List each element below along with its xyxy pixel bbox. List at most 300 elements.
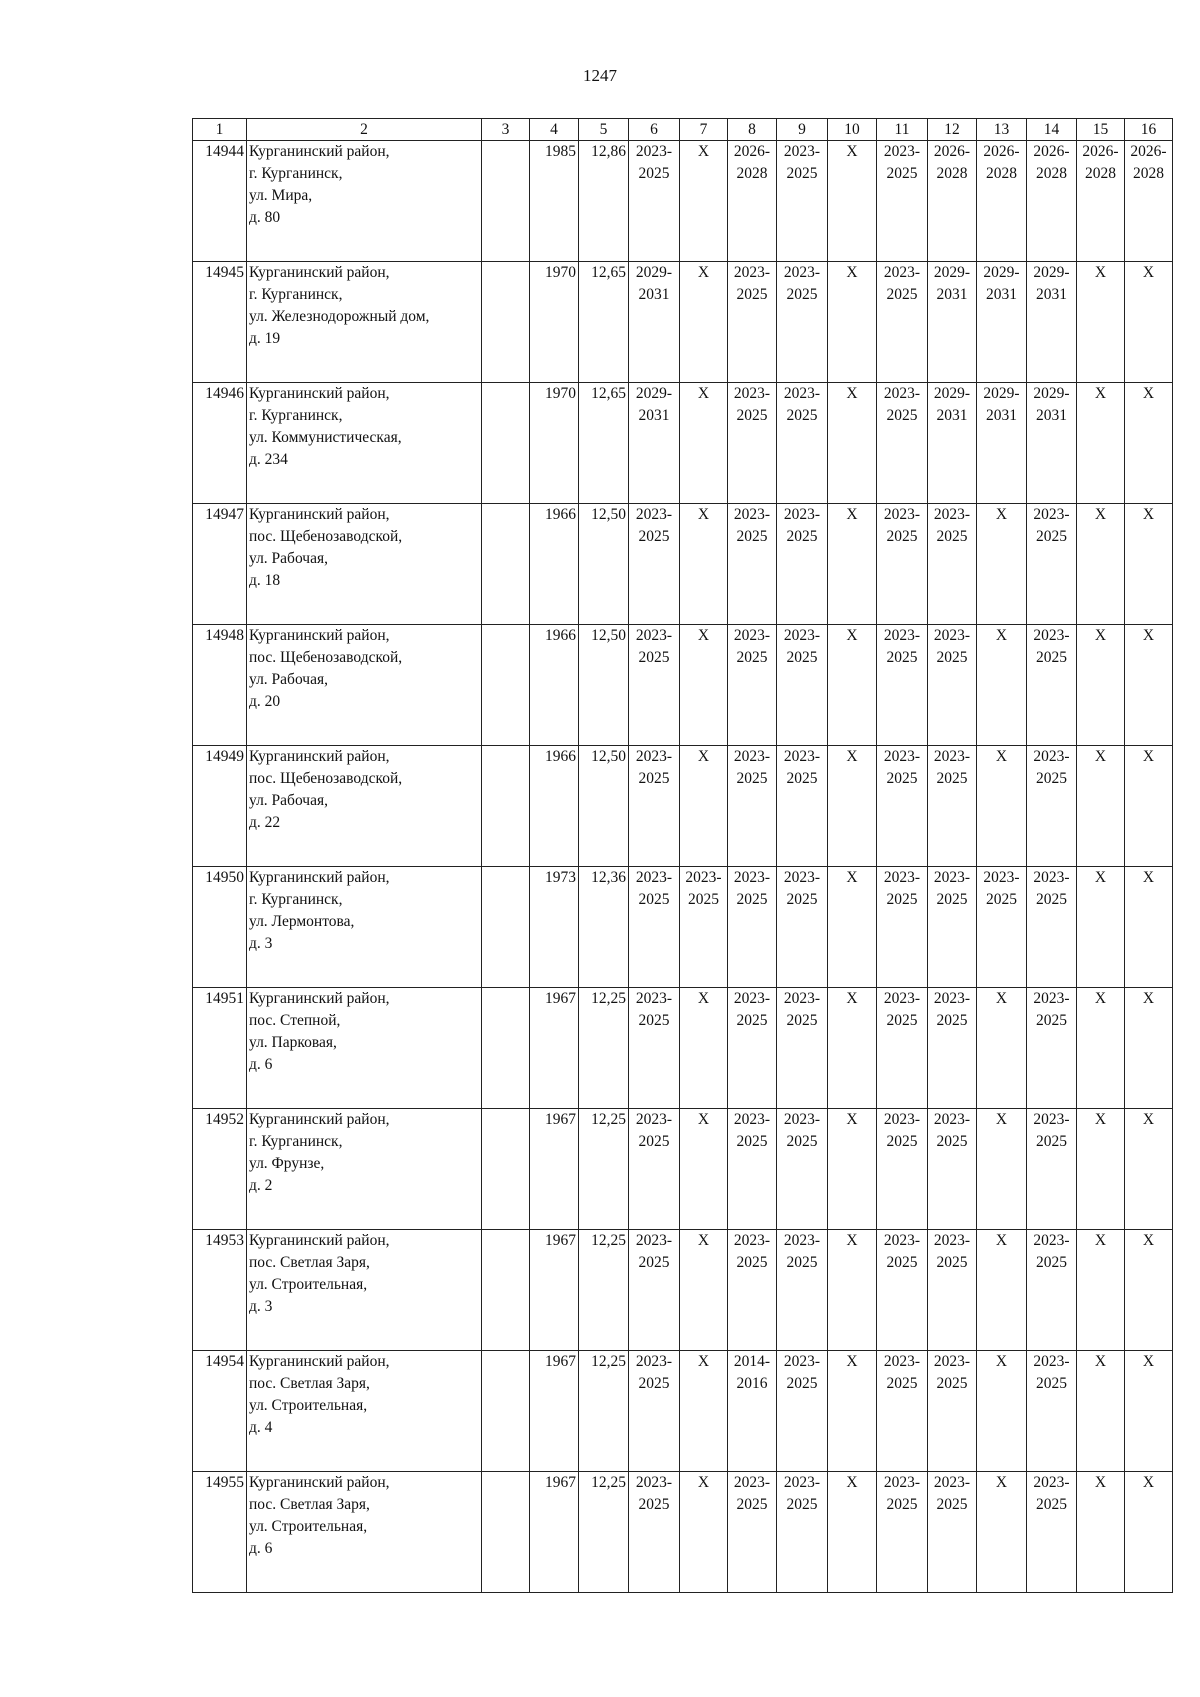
not-applicable-cell: X xyxy=(1077,1351,1125,1472)
record-number: 14954 xyxy=(193,1351,247,1472)
period-end: 2025 xyxy=(1036,891,1067,908)
address-line: пос. Светлая Заря, xyxy=(249,1375,370,1392)
period-start: 2023- xyxy=(685,869,722,886)
period-end: 2025 xyxy=(786,1133,818,1150)
address-line: пос. Щебенозаводской, xyxy=(249,770,403,787)
address-line: д. 2 xyxy=(249,1177,273,1194)
period-end: 2028 xyxy=(1036,165,1067,182)
period-start: 2023- xyxy=(733,869,771,886)
not-applicable-cell: X xyxy=(680,504,728,625)
address-line: д. 19 xyxy=(249,330,281,347)
page-number: 1247 xyxy=(583,66,617,85)
period-cell xyxy=(728,141,777,262)
period-end: 2025 xyxy=(936,1375,968,1392)
period-start: 2023- xyxy=(933,1111,971,1128)
period-start: 2023- xyxy=(635,990,673,1007)
value-cell: 12,86 xyxy=(579,141,629,262)
not-applicable-cell: X xyxy=(680,746,728,867)
period-cell xyxy=(728,383,777,504)
not-applicable-cell: X xyxy=(1125,1472,1173,1593)
period-start: 2023- xyxy=(783,1111,821,1128)
period-end: 2025 xyxy=(1036,1375,1067,1392)
address-line: г. Курганинск, xyxy=(249,286,343,303)
period-start: 2023- xyxy=(933,748,971,765)
period-start: 2023- xyxy=(733,1111,771,1128)
period-cell xyxy=(928,262,977,383)
period-cell xyxy=(1027,746,1077,867)
period-cell xyxy=(877,1351,928,1472)
period-start: 2023- xyxy=(783,990,821,1007)
address-cell xyxy=(247,867,482,988)
period-cell xyxy=(928,746,977,867)
period-end: 2025 xyxy=(638,649,670,666)
period-start: 2029- xyxy=(1033,385,1070,402)
not-applicable-cell: X xyxy=(1077,262,1125,383)
period-start: 2023- xyxy=(783,1232,821,1249)
period-end: 2025 xyxy=(638,770,670,787)
table-row xyxy=(193,1230,1173,1351)
column-3-cell xyxy=(482,1109,530,1230)
not-applicable-cell: X xyxy=(1125,504,1173,625)
column-header-11: 11 xyxy=(877,119,928,141)
period-start: 2026- xyxy=(933,143,971,160)
period-cell xyxy=(629,262,680,383)
period-cell xyxy=(928,1109,977,1230)
period-end: 2025 xyxy=(886,1254,918,1271)
period-start: 2023- xyxy=(933,1232,971,1249)
address-line: г. Курганинск, xyxy=(249,407,343,424)
period-end: 2025 xyxy=(638,165,670,182)
address-line: ул. Железнодорожный дом, xyxy=(249,308,430,325)
value-cell: 12,36 xyxy=(579,867,629,988)
period-start: 2023- xyxy=(635,869,673,886)
period-start: 2023- xyxy=(883,869,921,886)
period-cell xyxy=(928,625,977,746)
table-row xyxy=(193,504,1173,625)
period-end: 2028 xyxy=(1133,165,1164,182)
period-start: 2023- xyxy=(1033,1232,1070,1249)
address-line: д. 20 xyxy=(249,693,281,710)
period-cell xyxy=(928,141,977,262)
not-applicable-cell: X xyxy=(1125,1109,1173,1230)
address-cell xyxy=(247,1351,482,1472)
period-end: 2028 xyxy=(1085,165,1116,182)
period-start: 2023- xyxy=(635,1353,673,1370)
period-cell xyxy=(928,383,977,504)
address-line: г. Курганинск, xyxy=(249,1133,343,1150)
period-cell xyxy=(1027,141,1077,262)
table-row xyxy=(193,988,1173,1109)
not-applicable-cell: X xyxy=(1077,1472,1125,1593)
period-start: 2023- xyxy=(983,869,1020,886)
period-start: 2026- xyxy=(1082,143,1119,160)
address-line: Курганинский район, xyxy=(249,1111,390,1128)
period-end: 2025 xyxy=(886,1496,918,1513)
period-start: 2023- xyxy=(933,990,971,1007)
period-end: 2031 xyxy=(1036,286,1067,303)
period-end: 2031 xyxy=(638,286,670,303)
period-start: 2023- xyxy=(933,627,971,644)
table-row xyxy=(193,383,1173,504)
period-start: 2023- xyxy=(635,143,673,160)
not-applicable-cell: X xyxy=(680,383,728,504)
year-cell: 1966 xyxy=(530,504,579,625)
not-applicable-cell: X xyxy=(1077,504,1125,625)
address-line: г. Курганинск, xyxy=(249,165,343,182)
period-cell xyxy=(1027,988,1077,1109)
period-end: 2025 xyxy=(1036,649,1067,666)
period-end: 2025 xyxy=(886,286,918,303)
period-start: 2023- xyxy=(733,264,771,281)
period-cell xyxy=(877,1109,928,1230)
period-start: 2023- xyxy=(883,1474,921,1491)
period-cell xyxy=(629,625,680,746)
address-line: Курганинский район, xyxy=(249,1353,390,1370)
address-cell xyxy=(247,262,482,383)
period-end: 2025 xyxy=(1036,1012,1067,1029)
period-end: 2025 xyxy=(1036,770,1067,787)
address-line: д. 3 xyxy=(249,935,273,952)
period-cell xyxy=(728,1230,777,1351)
column-header-12: 12 xyxy=(928,119,977,141)
column-3-cell xyxy=(482,141,530,262)
address-line: Курганинский район, xyxy=(249,627,390,644)
address-line: пос. Степной, xyxy=(249,1012,341,1029)
period-start: 2023- xyxy=(1033,1474,1070,1491)
value-cell: 12,50 xyxy=(579,746,629,867)
period-end: 2025 xyxy=(1036,528,1067,545)
period-end: 2025 xyxy=(886,891,918,908)
period-cell xyxy=(629,988,680,1109)
period-cell xyxy=(877,383,928,504)
not-applicable-cell: X xyxy=(680,625,728,746)
address-line: ул. Строительная, xyxy=(249,1397,368,1414)
period-end: 2031 xyxy=(1036,407,1067,424)
period-start: 2014- xyxy=(733,1353,771,1370)
period-cell xyxy=(629,141,680,262)
address-line: Курганинский район, xyxy=(249,385,390,402)
period-end: 2025 xyxy=(638,1012,670,1029)
address-line: пос. Щебенозаводской, xyxy=(249,528,403,545)
period-cell xyxy=(629,1351,680,1472)
period-cell xyxy=(977,141,1027,262)
value-cell: 12,65 xyxy=(579,383,629,504)
period-end: 2025 xyxy=(936,1012,968,1029)
column-3-cell xyxy=(482,867,530,988)
not-applicable-cell: X xyxy=(828,504,877,625)
period-end: 2025 xyxy=(786,1496,818,1513)
period-start: 2023- xyxy=(783,1353,821,1370)
period-cell xyxy=(928,1472,977,1593)
not-applicable-cell: X xyxy=(1077,1230,1125,1351)
period-end: 2025 xyxy=(886,407,918,424)
not-applicable-cell: X xyxy=(1125,988,1173,1109)
period-cell xyxy=(777,504,828,625)
address-cell xyxy=(247,141,482,262)
period-cell xyxy=(777,625,828,746)
period-end: 2025 xyxy=(886,649,918,666)
period-start: 2023- xyxy=(883,627,921,644)
period-start: 2023- xyxy=(1033,1353,1070,1370)
period-end: 2025 xyxy=(886,1012,918,1029)
period-cell xyxy=(1027,262,1077,383)
period-cell xyxy=(728,504,777,625)
column-header-8: 8 xyxy=(728,119,777,141)
period-end: 2025 xyxy=(638,1375,670,1392)
table-body xyxy=(193,141,1173,1593)
address-line: Курганинский район, xyxy=(249,990,390,1007)
address-cell xyxy=(247,1109,482,1230)
address-line: ул. Строительная, xyxy=(249,1518,368,1535)
address-line: ул. Строительная, xyxy=(249,1276,368,1293)
period-end: 2031 xyxy=(986,407,1017,424)
record-number: 14945 xyxy=(193,262,247,383)
not-applicable-cell: X xyxy=(828,1109,877,1230)
period-cell xyxy=(977,867,1027,988)
period-end: 2025 xyxy=(638,1496,670,1513)
period-cell xyxy=(1027,1230,1077,1351)
year-cell: 1985 xyxy=(530,141,579,262)
period-end: 2025 xyxy=(1036,1254,1067,1271)
period-cell xyxy=(777,746,828,867)
period-cell xyxy=(1027,504,1077,625)
period-end: 2025 xyxy=(936,1254,968,1271)
period-cell xyxy=(1027,1109,1077,1230)
not-applicable-cell: X xyxy=(1077,867,1125,988)
column-3-cell xyxy=(482,504,530,625)
period-start: 2029- xyxy=(1033,264,1070,281)
period-start: 2023- xyxy=(883,748,921,765)
period-start: 2023- xyxy=(635,627,673,644)
not-applicable-cell: X xyxy=(828,625,877,746)
period-start: 2023- xyxy=(733,1232,771,1249)
address-line: д. 3 xyxy=(249,1298,273,1315)
column-3-cell xyxy=(482,625,530,746)
address-line: Курганинский район, xyxy=(249,264,390,281)
period-start: 2023- xyxy=(1033,869,1070,886)
period-start: 2023- xyxy=(783,506,821,523)
not-applicable-cell: X xyxy=(977,504,1027,625)
period-end: 2025 xyxy=(786,1254,818,1271)
period-end: 2025 xyxy=(786,649,818,666)
period-end: 2025 xyxy=(786,407,818,424)
period-cell xyxy=(877,1230,928,1351)
address-line: ул. Мира, xyxy=(249,187,313,204)
column-header-6: 6 xyxy=(629,119,680,141)
period-end: 2025 xyxy=(638,528,670,545)
period-end: 2031 xyxy=(936,286,968,303)
column-header-7: 7 xyxy=(680,119,728,141)
period-cell xyxy=(777,1230,828,1351)
period-end: 2031 xyxy=(986,286,1017,303)
period-cell xyxy=(1027,1472,1077,1593)
period-cell xyxy=(629,1472,680,1593)
value-cell: 12,25 xyxy=(579,988,629,1109)
period-cell xyxy=(629,746,680,867)
period-cell xyxy=(728,1351,777,1472)
year-cell: 1967 xyxy=(530,988,579,1109)
period-cell xyxy=(629,504,680,625)
not-applicable-cell: X xyxy=(977,746,1027,867)
value-cell: 12,65 xyxy=(579,262,629,383)
column-3-cell xyxy=(482,262,530,383)
period-start: 2029- xyxy=(933,264,971,281)
period-cell xyxy=(1027,383,1077,504)
record-number: 14952 xyxy=(193,1109,247,1230)
period-end: 2025 xyxy=(736,891,768,908)
address-line: пос. Щебенозаводской, xyxy=(249,649,403,666)
period-end: 2031 xyxy=(638,407,670,424)
period-end: 2025 xyxy=(638,1254,670,1271)
column-header-5: 5 xyxy=(579,119,629,141)
not-applicable-cell: X xyxy=(1077,746,1125,867)
period-cell xyxy=(728,1109,777,1230)
period-end: 2025 xyxy=(638,891,670,908)
year-cell: 1967 xyxy=(530,1351,579,1472)
period-cell xyxy=(728,625,777,746)
period-start: 2026- xyxy=(733,143,771,160)
not-applicable-cell: X xyxy=(1077,625,1125,746)
period-start: 2026- xyxy=(983,143,1020,160)
period-end: 2025 xyxy=(936,1496,968,1513)
period-cell xyxy=(629,867,680,988)
address-line: Курганинский район, xyxy=(249,1474,390,1491)
not-applicable-cell: X xyxy=(1125,1351,1173,1472)
table-row xyxy=(193,141,1173,262)
not-applicable-cell: X xyxy=(680,1351,728,1472)
period-start: 2023- xyxy=(883,506,921,523)
period-end: 2025 xyxy=(886,1375,918,1392)
period-start: 2023- xyxy=(733,1474,771,1491)
column-header-15: 15 xyxy=(1077,119,1125,141)
period-end: 2025 xyxy=(786,770,818,787)
period-cell xyxy=(1125,141,1173,262)
period-end: 2025 xyxy=(886,770,918,787)
period-end: 2028 xyxy=(736,165,768,182)
address-line: д. 6 xyxy=(249,1056,273,1073)
period-end: 2025 xyxy=(786,891,818,908)
period-start: 2023- xyxy=(733,748,771,765)
column-3-cell xyxy=(482,1230,530,1351)
not-applicable-cell: X xyxy=(828,988,877,1109)
year-cell: 1970 xyxy=(530,383,579,504)
table-header xyxy=(193,119,1173,141)
period-start: 2023- xyxy=(1033,506,1070,523)
address-line: ул. Рабочая, xyxy=(249,671,328,688)
period-start: 2023- xyxy=(933,506,971,523)
period-cell xyxy=(877,141,928,262)
not-applicable-cell: X xyxy=(680,262,728,383)
address-line: ул. Рабочая, xyxy=(249,792,328,809)
period-end: 2028 xyxy=(986,165,1017,182)
column-header-1: 1 xyxy=(193,119,247,141)
address-line: д. 6 xyxy=(249,1540,273,1557)
period-end: 2025 xyxy=(736,770,768,787)
period-cell xyxy=(877,867,928,988)
year-cell: 1967 xyxy=(530,1472,579,1593)
period-cell xyxy=(928,988,977,1109)
not-applicable-cell: X xyxy=(1077,988,1125,1109)
period-start: 2023- xyxy=(883,264,921,281)
period-end: 2025 xyxy=(1036,1133,1067,1150)
period-cell xyxy=(877,746,928,867)
period-cell xyxy=(977,262,1027,383)
year-cell: 1967 xyxy=(530,1230,579,1351)
period-end: 2025 xyxy=(736,286,768,303)
period-cell xyxy=(777,1109,828,1230)
period-cell xyxy=(928,1230,977,1351)
period-end: 2025 xyxy=(638,1133,670,1150)
address-cell xyxy=(247,625,482,746)
period-start: 2023- xyxy=(1033,990,1070,1007)
address-line: Курганинский район, xyxy=(249,143,390,160)
not-applicable-cell: X xyxy=(828,867,877,988)
period-end: 2025 xyxy=(688,891,719,908)
not-applicable-cell: X xyxy=(1125,867,1173,988)
period-start: 2023- xyxy=(933,1353,971,1370)
period-start: 2023- xyxy=(883,1353,921,1370)
address-line: д. 22 xyxy=(249,814,281,831)
period-start: 2023- xyxy=(635,748,673,765)
address-line: д. 18 xyxy=(249,572,281,589)
value-cell: 12,25 xyxy=(579,1472,629,1593)
period-start: 2023- xyxy=(1033,748,1070,765)
not-applicable-cell: X xyxy=(1125,383,1173,504)
period-cell xyxy=(629,1230,680,1351)
period-cell xyxy=(629,1109,680,1230)
period-cell xyxy=(777,262,828,383)
period-start: 2023- xyxy=(883,1111,921,1128)
period-cell xyxy=(928,504,977,625)
record-number: 14951 xyxy=(193,988,247,1109)
period-end: 2025 xyxy=(986,891,1017,908)
period-cell xyxy=(680,867,728,988)
period-cell xyxy=(928,1351,977,1472)
period-cell xyxy=(877,262,928,383)
address-line: пос. Светлая Заря, xyxy=(249,1254,370,1271)
period-start: 2023- xyxy=(933,869,971,886)
table-row xyxy=(193,867,1173,988)
value-cell: 12,50 xyxy=(579,504,629,625)
period-start: 2023- xyxy=(783,264,821,281)
value-cell: 12,50 xyxy=(579,625,629,746)
column-header-16: 16 xyxy=(1125,119,1173,141)
period-start: 2023- xyxy=(1033,627,1070,644)
address-line: Курганинский район, xyxy=(249,1232,390,1249)
period-end: 2025 xyxy=(936,770,968,787)
address-line: д. 4 xyxy=(249,1419,273,1436)
period-start: 2023- xyxy=(883,385,921,402)
period-cell xyxy=(1027,1351,1077,1472)
period-end: 2025 xyxy=(736,1133,768,1150)
not-applicable-cell: X xyxy=(828,383,877,504)
period-end: 2025 xyxy=(736,528,768,545)
not-applicable-cell: X xyxy=(1125,262,1173,383)
not-applicable-cell: X xyxy=(828,1472,877,1593)
period-cell xyxy=(728,746,777,867)
table-row xyxy=(193,746,1173,867)
period-end: 2025 xyxy=(736,1012,768,1029)
period-cell xyxy=(877,504,928,625)
year-cell: 1973 xyxy=(530,867,579,988)
not-applicable-cell: X xyxy=(828,141,877,262)
period-cell xyxy=(777,383,828,504)
period-start: 2023- xyxy=(635,1111,673,1128)
address-cell xyxy=(247,504,482,625)
year-cell: 1967 xyxy=(530,1109,579,1230)
column-header-9: 9 xyxy=(777,119,828,141)
period-end: 2016 xyxy=(736,1375,768,1392)
